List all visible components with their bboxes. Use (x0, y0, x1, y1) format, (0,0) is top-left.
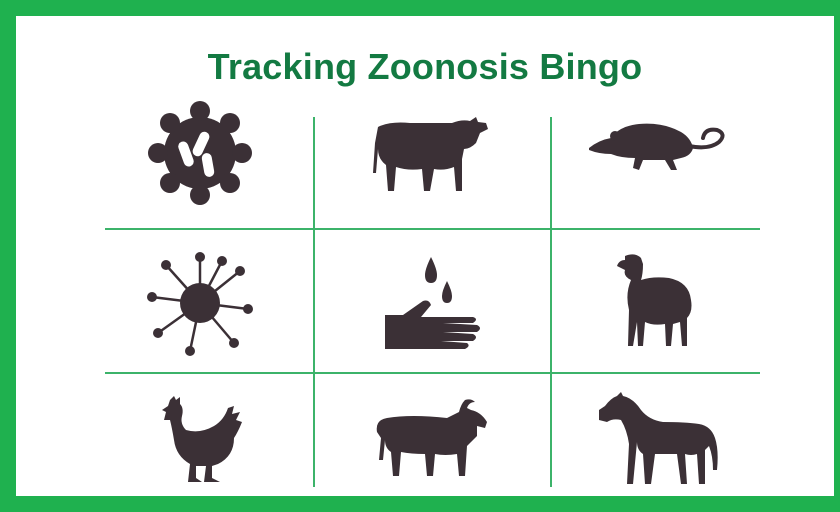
bingo-cell (370, 248, 490, 358)
rat-icon (585, 116, 730, 178)
bingo-cell (582, 112, 732, 182)
bingo-cell (590, 388, 725, 488)
bingo-cell (368, 395, 493, 480)
handwashing-icon (375, 253, 485, 353)
chicken-icon (154, 394, 246, 486)
sheep-icon (613, 250, 697, 350)
bingo-cell (140, 98, 260, 208)
bacteria-icon (148, 101, 252, 205)
bingo-cell (140, 245, 260, 360)
horse-icon (593, 388, 723, 488)
grid-horizontal-line (105, 372, 760, 374)
bingo-cell (365, 108, 495, 198)
grid-vertical-line (550, 117, 552, 487)
cow-icon (370, 113, 490, 193)
grid-horizontal-line (105, 228, 760, 230)
virus-icon (144, 247, 256, 359)
card-title: Tracking Zoonosis Bingo (207, 46, 643, 87)
grid-vertical-line (313, 117, 315, 487)
bingo-cell (610, 250, 700, 350)
bingo-cell (150, 392, 250, 487)
goat-icon (371, 396, 491, 480)
